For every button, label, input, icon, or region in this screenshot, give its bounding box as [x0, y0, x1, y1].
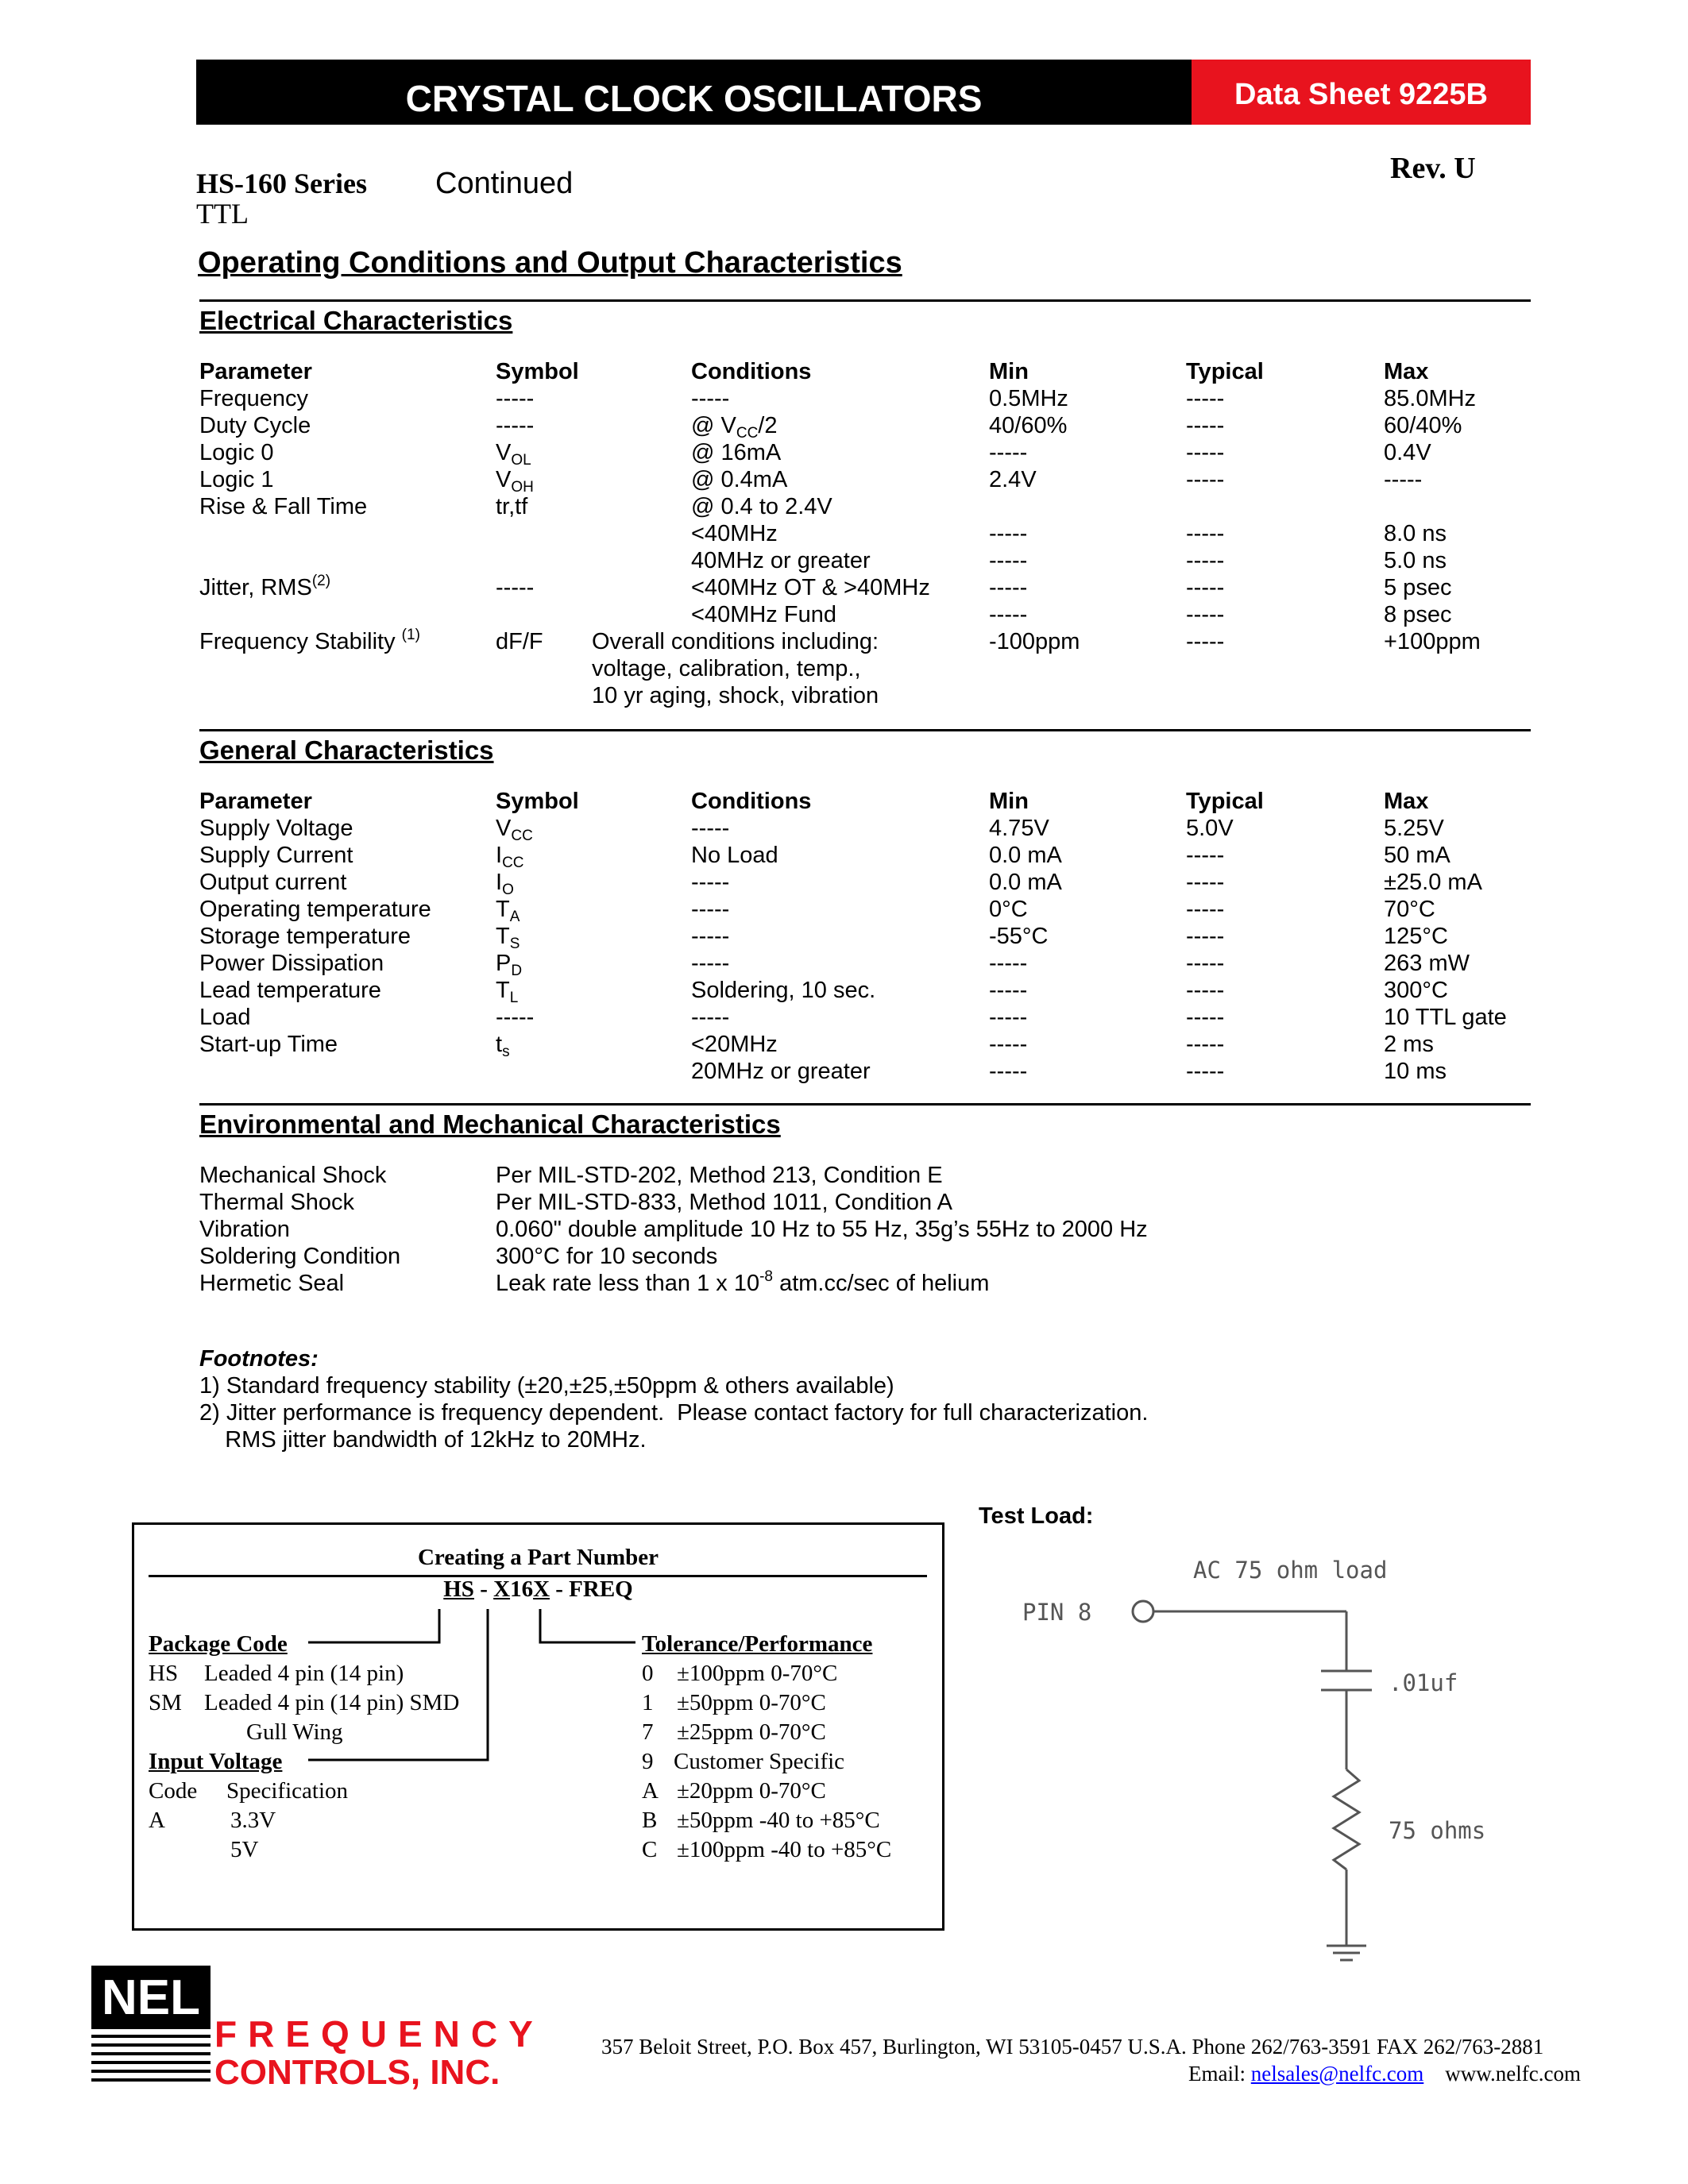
doc-title: CRYSTAL CLOCK OSCILLATORS [405, 78, 983, 119]
value-cell: 4.75V [989, 816, 1049, 841]
resistor [1334, 1769, 1359, 1870]
tolerance-desc: ±100ppm -40 to +85°C [677, 1837, 892, 1862]
value-cell: 10 TTL gate [1384, 1005, 1507, 1030]
test-load-title: Test Load: [979, 1503, 1094, 1529]
table-row: Hermetic Seal Leak rate less than 1 x $10^{-8}$ atm.cc/sec of helium [199, 1268, 990, 1296]
logo-stripe [91, 2043, 211, 2047]
table-row: <40MHz Fund ----- ----- 8 psec [691, 602, 1452, 627]
logo-controls: CONTROLS, INC. [214, 2053, 500, 2092]
footer-contact: Email: nelsales@nelfc.com www.nelfc.com [1188, 2062, 1581, 2086]
col-header: Typical [1186, 789, 1264, 814]
table-row: Frequency Stability $^{(1)}$ dF/F Overall conditions including: -100ppm ----- +100ppm [199, 627, 1481, 654]
logo-stripe [91, 2078, 211, 2082]
tolerance-desc: ±25ppm 0-70°C [677, 1719, 826, 1745]
footer-address: 357 Beloit Street, P.O. Box 457, Burlington, WI 53105-0457 U.S.A. Phone 262/763-3591 FAX 262/763-2881 [601, 2035, 1544, 2059]
col-header: Max [1384, 359, 1429, 384]
tolerance-desc: Customer Specific [674, 1749, 845, 1774]
package-code: SM [149, 1690, 182, 1715]
tolerance-desc: ±50ppm 0-70°C [677, 1690, 826, 1715]
tolerance-desc: ±100ppm 0-70°C [677, 1661, 838, 1686]
footnotes-title: Footnotes: [199, 1346, 319, 1372]
symbol-cell: ----- [496, 1005, 535, 1030]
value-cell: ----- [691, 816, 730, 841]
datasheet-number: Data Sheet 9225B [1234, 78, 1488, 111]
value-cell: 125°C [1384, 924, 1448, 949]
value-cell: ----- [989, 1032, 1028, 1057]
value-cell: ----- [691, 897, 730, 922]
table-row: 40MHz or greater ----- ----- 5.0 ns [691, 548, 1447, 573]
table-row: Jitter, RMS$^{(2)}$ ----- <40MHz OT & >40MHz ----- ----- 5 psec [199, 573, 1452, 600]
table-row: <40MHz ----- ----- 8.0 ns [691, 521, 1447, 546]
environmental-title: Environmental and Mechanical Characteristics [199, 1109, 781, 1139]
value-cell: ±25.0 mA [1384, 870, 1482, 895]
value-cell: ----- [691, 870, 730, 895]
continued-label: Continued [435, 167, 574, 200]
value-cell: No Load [691, 843, 778, 868]
input-voltage-title: Input Voltage [149, 1749, 283, 1774]
revision: Rev. U [1390, 152, 1476, 185]
symbol-cell: $I_O$ [496, 870, 514, 898]
tolerance-code: C [642, 1837, 658, 1862]
input-spec: 3.3V [230, 1808, 276, 1833]
value-cell: ----- [989, 978, 1028, 1003]
package-desc: Gull Wing [246, 1719, 343, 1745]
value-cell: ----- [691, 924, 730, 949]
parameter-cell: Power Dissipation [199, 951, 384, 976]
value-cell: 10 ms [1384, 1059, 1447, 1084]
value-cell: 2 ms [1384, 1032, 1434, 1057]
table-row: Soldering Condition 300°C for 10 seconds [199, 1244, 718, 1269]
website-text: www.nelfc.com [1445, 2062, 1581, 2086]
logic-family: TTL [196, 198, 249, 230]
package-code-title: Package Code [149, 1631, 288, 1657]
load-label: AC 75 ohm load [1193, 1557, 1388, 1584]
col-header: Max [1384, 789, 1429, 814]
tolerance-desc: ±20ppm 0-70°C [677, 1778, 826, 1804]
table-row: Vibration 0.060" double amplitude 10 Hz to 55 Hz, 35g’s 55Hz to 2000 Hz [199, 1217, 1148, 1242]
input-header: Code [149, 1778, 198, 1804]
footnote: 2) Jitter performance is frequency dependent. Please contact factory for full characterization. [199, 1400, 1149, 1426]
table-row: voltage, calibration, temp., [592, 656, 861, 681]
col-header: Min [989, 789, 1029, 814]
col-header: Conditions [691, 359, 812, 384]
page-heading: Operating Conditions and Output Characteristics [198, 246, 902, 280]
table-row: Frequency ----- ----- 0.5MHz ----- 85.0MHz [199, 386, 1477, 411]
value-cell: ----- [1186, 843, 1225, 868]
logo-stripe [91, 2035, 211, 2038]
symbol-cell: $T_A$ [496, 897, 520, 925]
package-desc: Leaded 4 pin (14 pin) [204, 1661, 404, 1686]
electrical-title: Electrical Characteristics [199, 306, 513, 335]
table-row: 10 yr aging, shock, vibration [592, 683, 879, 708]
value-cell: ----- [1186, 924, 1225, 949]
value-cell: 70°C [1384, 897, 1435, 922]
table-row: Logic 1 $V_{OH}$ @ 0.4mA 2.4V ----- ----- [199, 467, 1423, 496]
value-cell: 5.25V [1384, 816, 1444, 841]
tolerance-title: Tolerance/Performance [642, 1631, 873, 1657]
tolerance-code: 7 [642, 1719, 654, 1745]
value-cell: Soldering, 10 sec. [691, 978, 876, 1003]
parameter-cell: Load [199, 1005, 251, 1030]
tolerance-code: B [642, 1808, 658, 1833]
value-cell: ----- [1186, 951, 1225, 976]
tolerance-connector-line [540, 1609, 635, 1642]
col-header: Symbol [496, 359, 579, 384]
symbol-cell: $T_S$ [496, 924, 520, 952]
value-cell: -55°C [989, 924, 1049, 949]
general-title: General Characteristics [199, 735, 494, 765]
col-header: Parameter [199, 359, 312, 384]
value-cell: <20MHz [691, 1032, 778, 1057]
symbol-cell: $P_D$ [496, 951, 523, 979]
tolerance-desc: ±50ppm -40 to +85°C [677, 1808, 880, 1833]
col-header: Symbol [496, 789, 579, 814]
package-desc: Leaded 4 pin (14 pin) SMD [204, 1690, 460, 1715]
value-cell: ----- [989, 951, 1028, 976]
value-cell: ----- [1186, 870, 1225, 895]
value-cell: 263 mW [1384, 951, 1470, 976]
input-spec: 5V [230, 1837, 259, 1862]
symbol-cell: $T_L$ [496, 978, 519, 1006]
parameter-cell: Operating temperature [199, 897, 431, 922]
symbol-cell: $I_{CC}$ [496, 843, 524, 871]
value-cell: 5.0V [1186, 816, 1234, 841]
footnote: 1) Standard frequency stability (±20,±25,±50ppm & others available) [199, 1373, 894, 1399]
cap-label: .01uf [1389, 1669, 1458, 1696]
parameter-cell: Storage temperature [199, 924, 411, 949]
part-number-code: HS - X16X - FREQ [443, 1576, 633, 1602]
table-row: Thermal Shock Per MIL-STD-833, Method 1011, Condition A [199, 1190, 952, 1215]
symbol-cell: $V_{CC}$ [496, 816, 533, 844]
email-link[interactable]: nelsales@nelfc.com [1250, 2062, 1424, 2086]
value-cell: ----- [1186, 1059, 1225, 1084]
tolerance-code: 9 [642, 1749, 654, 1774]
tolerance-code: A [642, 1778, 659, 1804]
logo-stripe [91, 2061, 211, 2064]
value-cell: 0°C [989, 897, 1028, 922]
series-name: HS-160 Series [196, 168, 367, 199]
value-cell: ----- [691, 951, 730, 976]
symbol-cell: $t_s$ [496, 1032, 510, 1060]
table-row: Mechanical Shock Per MIL-STD-202, Method 213, Condition E [199, 1163, 943, 1188]
value-cell: ----- [1186, 978, 1225, 1003]
value-cell: 300°C [1384, 978, 1448, 1003]
part-number-title: Creating a Part Number [417, 1545, 659, 1570]
res-label: 75 ohms [1389, 1817, 1486, 1844]
parameter-cell: Output current [199, 870, 347, 895]
tolerance-code: 1 [642, 1690, 654, 1715]
col-header: Conditions [691, 789, 812, 814]
value-cell: ----- [1186, 897, 1225, 922]
logo-stripe [91, 2070, 211, 2073]
package-connector-line [308, 1609, 439, 1642]
value-cell: ----- [691, 1005, 730, 1030]
test-load-schematic [1112, 1580, 1446, 1978]
input-header: Specification [226, 1778, 349, 1804]
table-row: Duty Cycle ----- @ $V_{CC}/2$ 40/60% ----- 60/40% [199, 413, 1462, 442]
value-cell: ----- [989, 1005, 1028, 1030]
value-cell: 50 mA [1384, 843, 1450, 868]
table-row: Logic 0 $V_{OL}$ @ 16mA ----- ----- 0.4V [199, 440, 1431, 469]
col-header: Typical [1186, 359, 1264, 384]
value-cell: ----- [1186, 1005, 1225, 1030]
value-cell: 0.0 mA [989, 843, 1062, 868]
value-cell: ----- [989, 1059, 1028, 1084]
tolerance-code: 0 [642, 1661, 654, 1686]
footnote: RMS jitter bandwidth of 12kHz to 20MHz. [199, 1427, 647, 1453]
logo-nel: NEL [102, 1970, 200, 2025]
parameter-cell: Lead temperature [199, 978, 381, 1003]
parameter-cell: Supply Voltage [199, 816, 353, 841]
package-code: HS [149, 1661, 179, 1686]
col-header: Min [989, 359, 1029, 384]
value-cell: ----- [1186, 1032, 1225, 1057]
col-header: Parameter [199, 789, 312, 814]
pin-terminal [1133, 1601, 1153, 1622]
input-code: A [149, 1808, 165, 1833]
table-row: Rise & Fall Time tr,tf @ 0.4 to 2.4V [199, 494, 832, 519]
parameter-cell: Supply Current [199, 843, 353, 868]
value-cell: 20MHz or greater [691, 1059, 871, 1084]
value-cell: 0.0 mA [989, 870, 1062, 895]
logo-stripe [91, 2052, 211, 2055]
parameter-cell: Start-up Time [199, 1032, 338, 1057]
pin-label: PIN 8 [1022, 1599, 1092, 1626]
logo-frequency: FREQUENCY [214, 2013, 544, 2055]
